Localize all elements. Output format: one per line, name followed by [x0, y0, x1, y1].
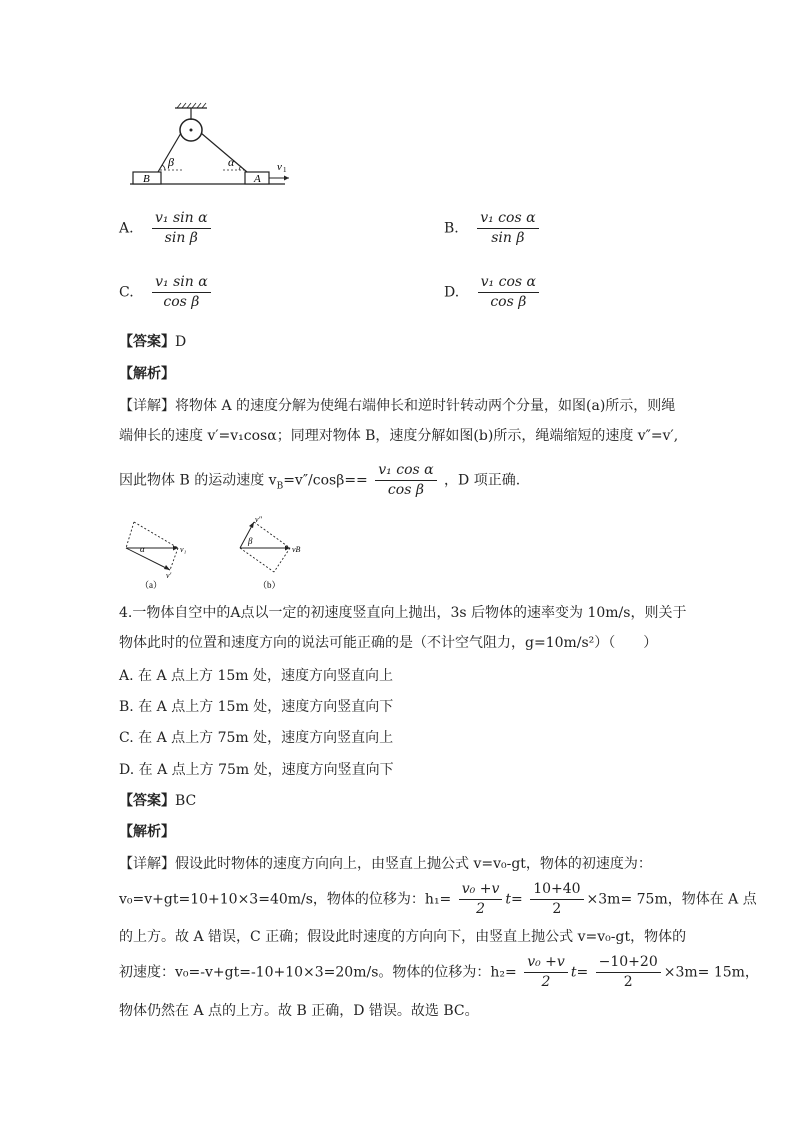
- q4-numeric-fraction-1: $\frac{10+40}{2}$: [530, 881, 583, 918]
- q4-option-a[interactable]: A. 在 A 点上方 15m 处，速度方向竖直向上: [119, 668, 394, 684]
- q4-detail-line1: 【详解】假设此时物体的速度方向向上，由竖直上抛公式 v=v₀-gt，物体的初速度为：: [119, 856, 652, 872]
- q4-detail-line5: 物体仍然在 A 点的上方。故 B 正确，D 错误。故选 BC。: [119, 1003, 479, 1019]
- beta-label: β: [168, 155, 174, 169]
- fig-b-beta: β: [248, 536, 253, 546]
- fig-a-vprime: v′: [166, 571, 172, 580]
- alpha-label: α: [228, 155, 235, 169]
- option-c-fraction: $\frac{\text{v₁ sin α}}{\text{cos β}}$: [152, 274, 211, 311]
- fig-a-v1: v₁: [180, 545, 187, 554]
- q4-numeric-fraction-2: $\frac{-10+20}{2}$: [596, 954, 661, 991]
- q3-option-d[interactable]: D. $\frac{\text{v₁ cos α}}{\text{cos β}}$: [444, 274, 542, 311]
- q3-answer: 【答案】D: [119, 334, 187, 350]
- q4-answer: 【答案】BC: [119, 793, 197, 809]
- fig-b-caption: （b）: [258, 580, 281, 590]
- q3-option-b[interactable]: B. $\frac{\text{v₁ cos α}}{\text{sin β}}$: [444, 210, 542, 247]
- fig-a-alpha: α: [140, 544, 145, 554]
- block-b-label: B: [143, 173, 150, 185]
- fig-b-vb: vB: [292, 545, 301, 554]
- v1-subscript: 1: [283, 166, 287, 174]
- fig-b-vdoubleprime: v″: [255, 515, 262, 524]
- q3-option-a[interactable]: A. $\frac{\text{v₁ sin α}}{\text{sin β}}$: [119, 210, 214, 247]
- q4-detail-line3: 的上方。故 A 错误，C 正确；假设此时速度的方向向下，由竖直上抛公式 v=v₀-gt，物体的: [119, 929, 687, 945]
- velocity-decomposition-figure: [118, 512, 318, 592]
- q4-option-c[interactable]: C. 在 A 点上方 75m 处，速度方向竖直向上: [119, 730, 394, 746]
- q4-detail-line4: 初速度：v₀=-v+gt=-10+10×3=20m/s。物体的位移为：h₂= $\frac{\text{v₀ +v}}{2}$ t= $\frac{-10+20}{2}$ ×3m= 15m，: [119, 954, 759, 990]
- q4-avg-velocity-fraction-1: $\frac{\text{v₀ +v}}{2}$: [459, 881, 503, 918]
- q3-option-c[interactable]: C. $\frac{\text{v₁ sin α}}{\text{cos β}}$: [119, 274, 214, 311]
- pulley-figure: [125, 100, 295, 190]
- block-a-label: A: [254, 173, 261, 185]
- option-a-fraction: $\frac{\text{v₁ sin α}}{\text{sin β}}$: [152, 210, 211, 247]
- v1-label: v: [277, 161, 282, 173]
- q3-detail-line2: 端伸长的速度 v′=v₁cosα；同理对物体 B，速度分解如图(b)所示，绳端缩短的速度 v″=v′,: [119, 428, 679, 444]
- option-b-fraction: $\frac{\text{v₁ cos α}}{\text{sin β}}$: [477, 210, 538, 247]
- q4-stem-line1: 4.一物体自空中的A点以一定的初速度竖直向上抛出，3s 后物体的速率变为 10m/s，则关于: [119, 605, 687, 621]
- q4-analysis-tag: 【解析】: [119, 824, 175, 840]
- q3-detail-line1: 【详解】将物体 A 的速度分解为使绳右端伸长和逆时针转动两个分量，如图(a)所示，则绳: [119, 398, 676, 414]
- q3-detail-line3: 因此物体 B 的运动速度 $v_B=v''/\cos\beta==$ $\frac{\text{v₁ cos α}}{\text{cos β}}$ ，D 项正确.: [119, 462, 521, 498]
- q4-option-d[interactable]: D. 在 A 点上方 75m 处，速度方向竖直向下: [119, 762, 394, 778]
- q4-detail-line2: v₀=v+gt=10+10×3=40m/s，物体的位移为：h₁= $\frac{\text{v₀ +v}}{2}$ t= $\frac{10+40}{2}$ ×3m= 75m，物体在 A 点: [119, 881, 757, 917]
- q3-result-fraction: $\frac{\text{v₁ cos α}}{\text{cos β}}$: [375, 462, 436, 499]
- q3-analysis-tag: 【解析】: [119, 366, 175, 382]
- fig-a-caption: （a）: [140, 580, 162, 590]
- q4-stem-line2: 物体此时的位置和速度方向的说法可能正确的是（不计空气阻力，g=10m/s²）（ ）: [119, 635, 658, 651]
- q4-avg-velocity-fraction-2: $\frac{\text{v₀ +v}}{2}$: [524, 954, 568, 991]
- option-d-fraction: $\frac{\text{v₁ cos α}}{\text{cos β}}$: [478, 274, 539, 311]
- q4-option-b[interactable]: B. 在 A 点上方 15m 处，速度方向竖直向下: [119, 699, 394, 715]
